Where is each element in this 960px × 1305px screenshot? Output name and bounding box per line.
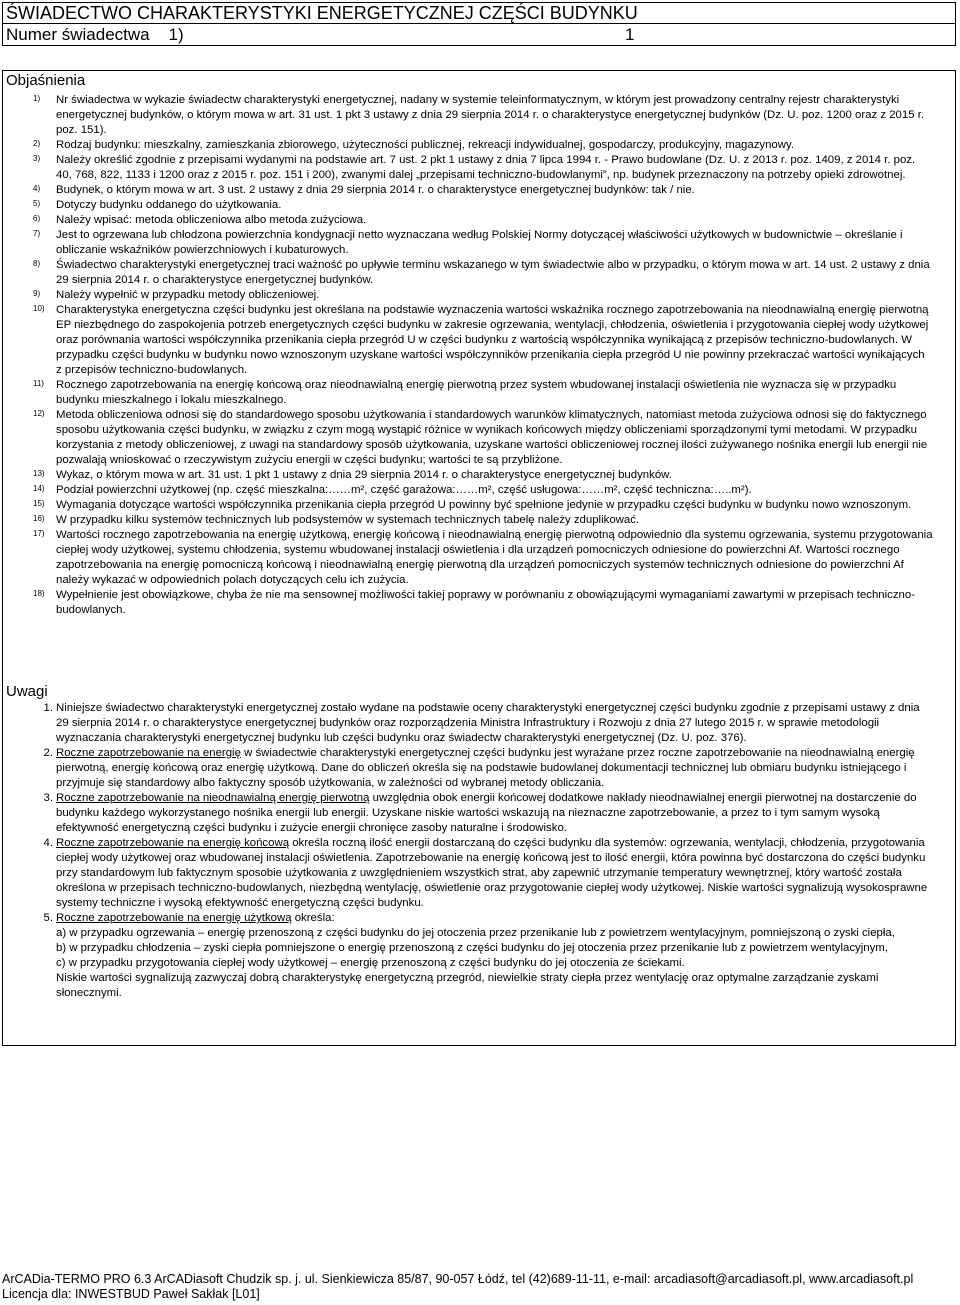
footnote-text: Wartości rocznego zapotrzebowania na energię użytkową, energię końcową i nieodnawialną energię pierwotną odpowiednio dla systemu ogrzewania, systemu przygotowania ciepłej wody użytkowej, systemu chłodzenia, systemu wbudowanej instalacji oświetlenia i dla urządzeń pomocniczych odniesione do powierzchni Af. Wartości rocznego zapotrzebowania na energię pomocniczą końcową i nieodnawialną energię pierwotną dla urządzeń pomocniczych systemów technicznych odniesione do powierzchni Af należy wykazać w odpowiednich polach dotyczących celu ich zużycia. (56, 529, 933, 586)
footnote-text: Wypełnienie jest obowiązkowe, chyba że nie ma sensownej możliwości takiej poprawy w porównaniu z obowiązującymi wymaganiami zawartymi w przepisach techniczno-budowlanych. (56, 589, 916, 616)
footnote-marker: 12) (33, 409, 45, 418)
list-item (3, 408, 955, 468)
footnote-text: Wykaz, o którym mowa w art. 31 ust. 1 pkt 1 ustawy z dnia 29 sierpnia 2014 r. o charakterystyce energetycznej budynków. (56, 469, 672, 481)
footnote-marker: 11) (33, 379, 44, 388)
footnote-marker: 9) (33, 289, 41, 298)
footnote-marker: 8) (33, 259, 41, 268)
list-item (3, 528, 955, 588)
list-item (3, 746, 955, 791)
list-item (3, 153, 955, 183)
footnote-text: Należy określić zgodnie z przepisami wydanymi na podstawie art. 7 ust. 2 pkt 1 ustawy z dnia 7 lipca 1994 r. - Prawo budowlane (Dz. U. z 2013 r. poz. 1409, z 2014 r. poz. 40, 768, 822, 1133 i 1200 oraz z 2015 r. poz. 151 i 200), zwanymi dalej „przepisami techniczno-budowlanymi”, np. budynek przeznaczony na potrzeby opieki zdrowotnej. (56, 154, 916, 181)
explanations-remarks-panel (2, 70, 956, 1046)
remarks-list (3, 701, 955, 1001)
list-item (3, 701, 955, 746)
remark-subitem: a) w przypadku ogrzewania – energię przenoszoną z części budynku do jej otoczenia przez przenikanie lub z powietrzem wentylacyjnym, pomniejszoną o zyski ciepła, (56, 927, 895, 939)
remark-number: 3. (43, 792, 53, 804)
footnote-text: Wymagania dotyczące wartości współczynnika przenikania ciepła przegród U powinny być spełnione jedynie w przypadku części budynku w budynku nowo wznoszonym. (56, 499, 912, 511)
footnote-text: Należy wpisać: metoda obliczeniowa albo metoda zużyciowa. (56, 214, 367, 226)
footer-license: Licencja dla: INWESTBUD Paweł Sakłak [L01] (2, 1287, 260, 1301)
list-item (3, 498, 955, 513)
footnote-marker: 17) (33, 529, 45, 538)
footnote-text: Rodzaj budynku: mieszkalny, zamieszkania zbiorowego, użyteczności publicznej, rekreacji indywidualnej, gospodarczy, produkcyjny, magazynowy. (56, 139, 794, 151)
list-item (3, 836, 955, 911)
remark-body: określa roczną ilość energii dostarczaną do części budynku dla systemów: ogrzewania, wentylacji, chłodzenia, przygotowania ciepłej wody użytkowej oraz wbudowanej instalacji oświetlenia. Zapotrzebowanie na energię końcową jest to ilość energii, która powinna być dostarczona do części budynku przy standardowym lub faktycznym sposobie użytkowania z uwzględnieniem wszystkich strat, aby zapewnić utrzymanie temperatury wewnętrznej, który wartość została określona w przepisach techniczno-budowlanych, niezbędną wentylację, oświetlenie oraz przygotowanie ciepłej wody użytkowej. Niskie wartości sygnalizują wysokosprawne systemy techniczne i wysoką efektywność energetyczną części budynku. (56, 837, 928, 909)
explanations-heading: Objaśnienia (6, 72, 86, 89)
footnote-marker: 3) (33, 154, 41, 163)
footnote-marker: 5) (33, 199, 41, 208)
footnote-marker: 15) (33, 499, 45, 508)
list-item (3, 258, 955, 288)
remark-text (56, 836, 933, 911)
remark-lead: Roczne zapotrzebowanie na energię użytkową (56, 912, 292, 924)
certificate-number-value: 1 (625, 25, 635, 44)
remark-subitem: b) w przypadku chłodzenia – zyski ciepła pomniejszone o energię przenoszoną z części budynku do jej otoczenia przez przenikanie lub z powietrzem wentylacyjnym, (56, 942, 888, 954)
footer-publisher: ArCADia-TERMO PRO 6.3 ArCADiasoft Chudzik sp. j. ul. Sienkiewicza 85/87, 90-057 Łódź, tel (42)689-11-11, e-mail: arcadiasoft@arcadiasoft.pl, www.arcadiasoft.pl (2, 1272, 914, 1286)
list-item (3, 93, 955, 138)
list-item (3, 303, 955, 378)
remark-body: w świadectwie charakterystyki energetycznej części budynku jest wyrażane przez roczne zapotrzebowanie na nieodnawialną energię pierwotną, energię końcową oraz energię użytkową. Dane do obliczeń określa się na podstawie budowlanej dokumentacji technicznej lub obmiaru budynku istniejącego i przyjmuje się standardowy albo faktyczny sposób użytkowania, w zależności od wybranej metody obliczania. (56, 747, 915, 789)
list-item (3, 513, 955, 528)
footnote-text: Rocznego zapotrzebowania na energię końcową oraz nieodnawialną energię pierwotną przez system wbudowanej instalacji oświetlenia nie wyznacza się w przypadku budynku mieszkalnego i lokalu mieszkalnego. (56, 379, 897, 406)
footnote-text: Jest to ogrzewana lub chłodzona powierzchnia kondygnacji netto wyznaczana według Polskiej Normy dotyczącej właściwości użytkowych w budownictwie – określanie i obliczanie wskaźników powierzchniowych i kubaturowych. (56, 229, 903, 256)
footnote-marker: 13) (33, 469, 45, 478)
remark-number: 2. (43, 747, 53, 759)
list-item (3, 378, 955, 408)
document-title: ŚWIADECTWO CHARAKTERYSTYKI ENERGETYCZNEJ CZĘŚCI BUDYNKU (3, 3, 955, 24)
footnote-marker: 4) (33, 184, 41, 193)
remark-number: 1. (43, 702, 53, 714)
certificate-header (2, 2, 956, 46)
footnote-text: Dotyczy budynku oddanego do użytkowania. (56, 199, 282, 211)
footnote-text: Budynek, o którym mowa w art. 3 ust. 2 ustawy z dnia 29 sierpnia 2014 r. o charakterystyce energetycznej budynków: tak / nie. (56, 184, 695, 196)
footnote-text: Metoda obliczeniowa odnosi się do standardowego sposobu użytkowania i standardowych warunków klimatycznych, natomiast metoda zużyciowa odnosi się do faktycznego sposobu użytkowania części budynku, w związku z czym mogą wystąpić różnice w wynikach końcowych między obliczeniami sporządzonymi tymi metodami. W przypadku korzystania z metody obliczeniowej, z uwagi na standardowy sposób użytkowania, uzyskane wartości obliczeniowej rocznej ilości zużywanego nośnika energii lub energii nie pozwalają wnioskować o rzeczywistym zużyciu energii w części budynku; wartości te są przybliżone. (56, 409, 928, 466)
footnote-text: Podział powierzchni użytkowej (np. część mieszkalna:……m², część garażowa:……m², część usługowa:……m², część techniczna:…..m²). (56, 484, 752, 496)
remark-text (56, 701, 933, 746)
footnote-marker: 7) (33, 229, 41, 238)
list-item (3, 228, 955, 258)
footnote-marker: 14) (33, 484, 45, 493)
remark-text (56, 911, 933, 1001)
remark-body: określa: (291, 912, 335, 924)
footnote-text: W przypadku kilku systemów technicznych lub podsystemów w systemach technicznych tabelę należy zduplikować. (56, 514, 640, 526)
list-item (3, 911, 955, 1001)
remark-lead: Roczne zapotrzebowanie na energię końcową (56, 837, 290, 849)
footnote-text: Należy wypełnić w przypadku metody obliczeniowej. (56, 289, 320, 301)
remark-text (56, 746, 933, 791)
remark-body: Niniejsze świadectwo charakterystyki energetycznej zostało wydane na podstawie oceny charakterystyki energetycznej części budynku zgodnie z przepisami ustawy z dnia 29 sierpnia 2014 r. o charakterystyce energetycznej budynków oraz rozporządzenia Ministra Infrastruktury i Rozwoju z dnia 27 lutego 2015 r. w sprawie metodologii wyznaczania charakterystyki energetycznej budynku lub części budynku oraz świadectw charakterystyki energetycznej (Dz. U. poz. 376). (56, 702, 920, 744)
footnote-text: Charakterystyka energetyczna części budynku jest określana na podstawie wyznaczenia wartości wskaźnika rocznego zapotrzebowania na nieodnawialną energię pierwotną EP niezbędnego do zaspokojenia potrzeb energetycznych części budynku w zakresie ogrzewania, wentylacji, chłodzenia, oświetlenia i przygotowania ciepłej wody użytkowej oraz porównania wartości współczynnika przenikania ciepła przegród U w części budynku z wartością współczynnika wynikającą z przepisów techniczno-budowlanych. W przypadku części budynku w budynku nowo wznoszonym uzyskane wartości współczynników przenikania ciepła przegród U nie powinny przekraczać wartości wynikających z przepisów techniczno-budowlanych. (56, 304, 929, 376)
remark-text (56, 791, 933, 836)
list-item (3, 213, 955, 228)
footnote-marker: 6) (33, 214, 41, 223)
list-item (3, 483, 955, 498)
explanations-list (3, 93, 955, 618)
certificate-number-label: Numer świadectwa 1) (6, 25, 184, 44)
remark-lead: Roczne zapotrzebowanie na energię (56, 747, 241, 759)
list-item (3, 288, 955, 303)
footnote-marker: 10) (33, 304, 45, 313)
list-item (3, 138, 955, 153)
remarks-heading: Uwagi (6, 683, 48, 700)
list-item (3, 468, 955, 483)
list-item (3, 183, 955, 198)
list-item (3, 588, 955, 618)
footnote-marker: 2) (33, 139, 41, 148)
list-item (3, 791, 955, 836)
remark-subitem: Niskie wartości sygnalizują zazwyczaj dobrą charakterystykę energetyczną przegród, niewielkie straty ciepła przez wentylację oraz optymalne zarządzanie zyskami słonecznymi. (56, 972, 879, 999)
footnote-text: Świadectwo charakterystyki energetycznej traci ważność po upływie terminu wskazanego w tym świadectwie albo w przypadku, o którym mowa w art. 14 ust. 2 ustawy z dnia 29 sierpnia 2014 r. o charakterystyce energetycznej budynków. (56, 259, 930, 286)
remark-number: 5. (43, 912, 53, 924)
footnote-marker: 18) (33, 589, 45, 598)
remark-subitem: c) w przypadku przygotowania ciepłej wody użytkowej – energię przenoszoną z części budynku do jej otoczenia ze ściekami. (56, 957, 685, 969)
remark-body: uwzględnia obok energii końcowej dodatkowe nakłady nieodnawialnej energii pierwotnej na dostarczenie do budynku każdego wykorzystanego nośnika energii lub energii. Uzyskane niskie wartości wskazują na nieznaczne zapotrzebowanie, a przez to i tym samym wysoką efektywność energetyczną części budynku i zużycie energii chronięce zasoby naturalne i środowisko. (56, 792, 917, 834)
certificate-number-row (3, 24, 955, 46)
list-item (3, 198, 955, 213)
footnote-marker: 16) (33, 514, 45, 523)
footnote-marker: 1) (33, 94, 41, 103)
page-footer (2, 1272, 956, 1302)
remark-number: 4. (43, 837, 53, 849)
footnote-text: Nr świadectwa w wykazie świadectw charakterystyki energetycznej, nadany w systemie teleinformatycznym, w którym jest prowadzony centralny rejestr charakterystyki energetycznej budynków, o którym mowa w art. 31 ust. 1 pkt 3 ustawy z dnia 29 sierpnia 2014 r. o charakterystyce energetycznej budynków (Dz. U. poz. 1200 oraz z 2015 r. poz. 151). (56, 94, 925, 136)
remark-lead: Roczne zapotrzebowanie na nieodnawialną energię pierwotną (56, 792, 370, 804)
